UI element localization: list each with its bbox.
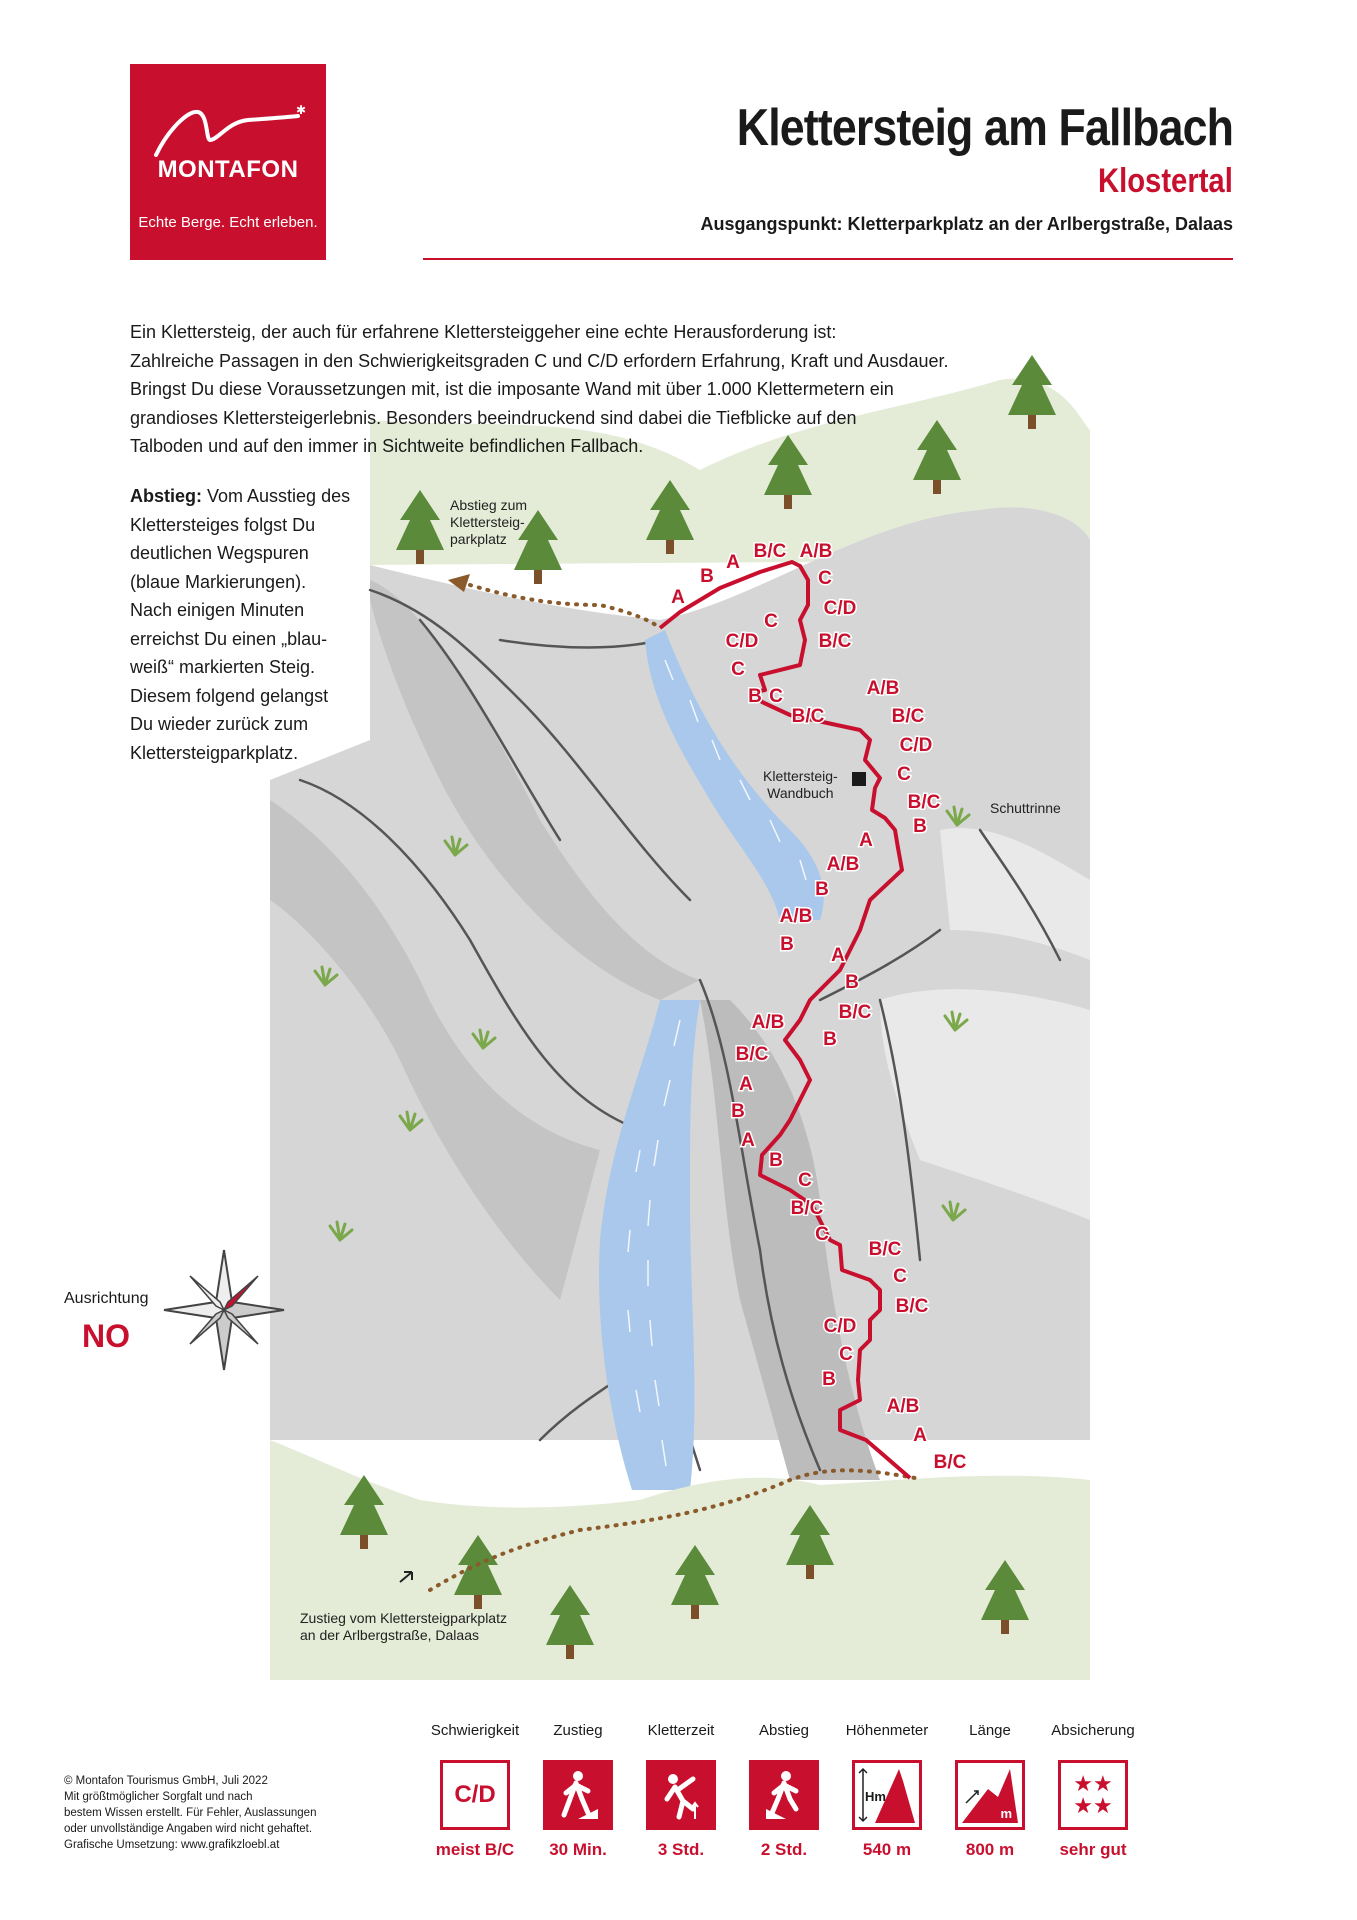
grade-label: C/D — [725, 631, 759, 652]
descent-text — [130, 482, 360, 767]
grade-label: B — [823, 1029, 837, 1050]
stat-value: sehr gut — [1059, 1840, 1127, 1859]
grade-label: B — [913, 816, 927, 837]
grade-label: A/B — [886, 1396, 920, 1417]
book-icon — [852, 772, 866, 786]
stat-approach — [533, 1722, 623, 1860]
grade-label: B/C — [790, 1198, 824, 1219]
compass-label: Ausrichtung — [64, 1290, 149, 1307]
grade-label: C — [818, 568, 832, 589]
grade-label: C — [897, 764, 911, 785]
grade-label: A — [831, 945, 845, 966]
stat-length — [945, 1722, 1035, 1860]
grade-label: A/B — [779, 906, 813, 927]
grade-label: B/C — [868, 1239, 902, 1260]
difficulty-badge — [440, 1760, 510, 1830]
descent-line: Diesem folgend gelangst — [130, 685, 329, 706]
credit-line: oder unvollständige Angaben wird nicht gehaftet. — [64, 1823, 313, 1835]
grade-label: B/C — [838, 1002, 872, 1023]
descent-line: Vom Ausstieg des — [202, 486, 351, 506]
descent-label: Abstieg: — [130, 486, 202, 506]
label-approach — [300, 1610, 507, 1644]
stat-value: 540 m — [862, 1840, 912, 1859]
intro-line: grandioses Klettersteigerlebnis. Besonders beeindruckend sind dabei die Tiefblicke auf den — [130, 407, 857, 428]
starting-point: Ausgangspunkt: Kletterparkplatz an der Arlbergstraße, Dalaas — [700, 214, 1233, 234]
compass-icon — [164, 1250, 284, 1370]
grade-label: A/B — [751, 1012, 785, 1033]
descent-line: deutlichen Wegspuren — [130, 543, 309, 563]
length-icon — [955, 1760, 1025, 1830]
grade-label: B/C — [891, 706, 925, 727]
label-line: Klettersteig- — [763, 768, 838, 784]
grade-label: B/C — [753, 541, 787, 562]
label-line: Wandbuch — [767, 785, 834, 801]
stat-value: 800 m — [965, 1840, 1015, 1859]
hiker-approach-icon — [543, 1760, 613, 1830]
climber-icon — [646, 1760, 716, 1830]
descent-line: Klettersteigparkplatz. — [130, 742, 299, 763]
grade-label: A — [671, 587, 685, 608]
grade-label: A — [859, 830, 873, 851]
descent-line: Nach einigen Minuten — [130, 600, 305, 620]
label-line: Zustieg vom Klettersteigparkplatz — [300, 1610, 507, 1626]
stat-climbing-time — [636, 1722, 726, 1860]
grade-label: B — [780, 934, 794, 955]
grade-label: B — [822, 1369, 836, 1390]
grade-label: C — [893, 1266, 907, 1287]
label-gully: Schuttrinne — [990, 800, 1061, 816]
grade-label: B/C — [791, 706, 825, 727]
grade-label: B — [700, 566, 714, 587]
grade-label: B — [748, 686, 762, 707]
label-descent — [450, 497, 527, 548]
compass-direction: NO — [82, 1318, 130, 1354]
hiker-descent-icon — [749, 1760, 819, 1830]
stat-label: Höhenmeter — [845, 1722, 929, 1739]
label-line: Abstieg zum — [450, 497, 528, 513]
grade-label: C/D — [823, 1316, 857, 1337]
label-book — [763, 768, 838, 802]
grade-label: A/B — [799, 541, 833, 562]
grade-label: C/D — [823, 598, 857, 619]
stat-value: 30 Min. — [549, 1840, 607, 1859]
grade-label: A/B — [866, 678, 900, 699]
difficulty-badge-text: C/D — [454, 1781, 496, 1808]
stat-safety — [1048, 1722, 1138, 1860]
grade-label: A — [741, 1130, 755, 1151]
descent-line: Du wieder zurück zum — [130, 714, 309, 734]
label-line: parkplatz — [450, 531, 507, 547]
stat-label: Schwierigkeit — [430, 1722, 520, 1739]
stat-descent — [739, 1722, 829, 1860]
grade-label: C — [769, 686, 783, 707]
grade-label: C — [731, 659, 745, 680]
grade-label: C — [764, 611, 778, 632]
credit-line: Grafische Umsetzung: www.grafikzloebl.at — [64, 1839, 280, 1851]
stat-value: 2 Std. — [760, 1840, 808, 1859]
stat-label: Abstieg — [758, 1722, 810, 1739]
elevation-badge: Hm — [865, 1789, 886, 1804]
stat-value: meist B/C — [435, 1840, 515, 1859]
credits — [64, 1773, 354, 1853]
grade-label: C — [839, 1344, 853, 1365]
grade-label: A/B — [826, 854, 860, 875]
length-badge: m — [1000, 1806, 1012, 1821]
logo-brand: MONTAFON — [157, 156, 299, 183]
grade-label: A — [739, 1074, 753, 1095]
grade-label: B/C — [933, 1452, 967, 1473]
grade-label: B/C — [818, 631, 852, 652]
stat-difficulty — [430, 1722, 520, 1860]
stat-elevation — [842, 1722, 932, 1860]
svg-text:✱: ✱ — [296, 103, 307, 117]
stat-label: Absicherung — [1051, 1722, 1135, 1739]
descent-line: weiß“ markierten Steig. — [130, 657, 316, 677]
intro-text — [130, 318, 970, 461]
stat-label: Länge — [969, 1722, 1011, 1739]
logo-slogan: Echte Berge. Echt erleben. — [138, 214, 318, 231]
grade-label: C/D — [899, 735, 933, 756]
elevation-icon — [852, 1760, 922, 1830]
grade-label: A — [913, 1425, 927, 1446]
credit-line: bestem Wissen erstellt. Für Fehler, Auslassungen — [64, 1807, 317, 1819]
grade-label: B — [815, 879, 829, 900]
grade-label: C — [815, 1224, 829, 1245]
grade-label: A — [726, 552, 740, 573]
grade-label: C — [798, 1170, 812, 1191]
intro-line: Talboden und auf den immer in Sichtweite befindlichen Fallbach. — [130, 436, 644, 456]
grade-label: B — [769, 1150, 783, 1171]
grade-label: B — [845, 972, 859, 993]
descent-line: Klettersteiges folgst Du — [130, 514, 316, 535]
label-line: Klettersteig- — [450, 514, 525, 530]
credit-line: Mit größtmöglicher Sorgfalt und nach — [64, 1791, 253, 1803]
stat-value: 3 Std. — [657, 1840, 705, 1859]
intro-line: Ein Klettersteig, der auch für erfahrene Klettersteiggeher eine echte Herausforderung ist: — [130, 322, 837, 342]
intro-line: Bringst Du diese Voraussetzungen mit, ist die imposante Wand mit über 1.000 Klettermetern ein — [130, 379, 894, 399]
stat-label: Zustieg — [553, 1722, 603, 1739]
stat-label: Kletterzeit — [647, 1722, 715, 1739]
descent-line: (blaue Markierungen). — [130, 571, 307, 592]
descent-line: erreichst Du einen „blau- — [130, 628, 328, 649]
page-title: Klettersteig am Fallbach — [736, 99, 1233, 157]
intro-line: Zahlreiche Passagen in den Schwierigkeitsgraden C und C/D erfordern Erfahrung, Kraft und Ausdauer. — [130, 350, 949, 371]
grade-label: B/C — [735, 1044, 769, 1065]
stars-icon: ★★ ★★ — [1058, 1760, 1128, 1830]
page-subtitle: Klostertal — [1098, 162, 1233, 200]
grade-label: B — [731, 1101, 745, 1122]
credit-line: © Montafon Tourismus GmbH, Juli 2022 — [64, 1775, 268, 1787]
grade-label: B/C — [907, 792, 941, 813]
label-line: an der Arlbergstraße, Dalaas — [300, 1627, 479, 1643]
grade-label: B/C — [895, 1296, 929, 1317]
